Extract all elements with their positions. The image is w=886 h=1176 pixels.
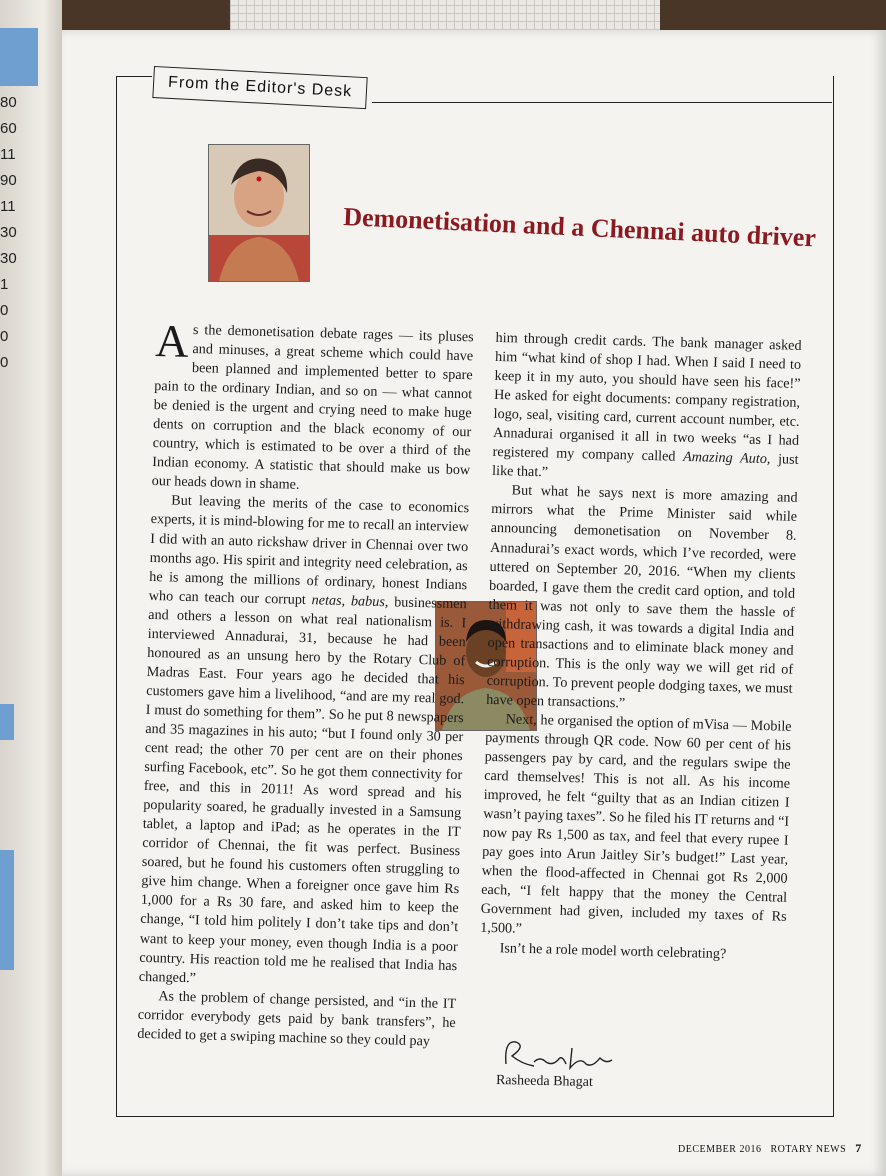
blue-tab [0,850,14,970]
editor-photo [208,144,310,282]
margin-number: 0 [0,354,9,371]
author-signature [500,1034,620,1074]
margin-number: 60 [0,120,17,137]
author-name: Rasheeda Bhagat [495,1072,593,1091]
margin-number: 90 [0,172,17,189]
paragraph: Isn’t he a role model worth celebrating? [499,939,727,962]
page-footer [678,1141,862,1156]
paragraph: But leaving the merits of the case to economics experts, it is mind-blowing for me to recall an interview I did with an auto rickshaw driver in Chennai over two months ago. His spirit and integrity need celebration, as he is among the millions of ordinary, honest Indians who can teach our corrupt netas, babus, businessmen and others a lesson on what real nationalism is. I interviewed Annadurai, 31, because he had been honoured as an unsung hero by the Rotary Club of Madras East. Four years ago he decided that his customers gave him a livelihood, “and are my real god. I must do something for them”. So he put 8 newspapers and 35 magazines in his auto; “but I found only 30 per cent read; the other 70 per cent are on their phones surfing Facebook, etc”. So he got them connectivity for free, and this in 2011! As word spread and his popularity soared, he gradually invested in a Samsung tablet, a laptop and iPad; as he operates in the IT corridor of Chennai, the fit was perfect. Business soared, but he found his customers often struggling to give him change. When a foreigner once gave him Rs 1,000 for a Rs 30 fare, and asked him to keep the change, “I told him politely I don’t take tips and don’t want to keep your money, even though India is a poor country. His reaction told me he realised that India has changed.” [138,492,470,986]
paragraph: Next, he organised the option of mVisa — Mobile payments through QR code. Now 60 per cent of his passengers pay by card, and the regulars swipe the card themselves! This is not all. As his income improved, he felt “guilty that as an Indian citizen I wasn’t paying taxes”. So he filed his IT returns and “I now pay Rs 1,500 as tax, and feel that every rupee I pay goes into Arun Jaitley Sir’s budget!” Last year, when the flood-affected in Chennai got Rs 2,000 each, “I felt happy that the money the Central Government had given, included my taxes of Rs 1,500.” [479,711,792,938]
margin-number: 0 [0,328,9,345]
paragraph: As the problem of change persisted, and “in the IT corridor everybody gets paid by bank transfers”, he decided to get a swiping machine so they could pay [137,987,457,1050]
section-tab: From the Editor's Desk [152,66,368,109]
margin-number: 30 [0,224,17,241]
drop-cap: A [154,315,190,367]
margin-number: 11 [0,146,16,163]
frame-rule [116,76,152,77]
margin-number: 80 [0,94,17,111]
paragraph: But what he says next is more amazing and mirrors what the Prime Minister said while announcing demonetisation on November 8. Annadurai’s exact words, which I’ve recorded, were uttered on September 20, 2016. “When my clients boarded, I gave them the credit card option, and told them it was not only to save them the hassle of withdrawing cash, it was towards a digital India and open transactions and to eliminate black money and corruption. This is the only way we will get rid of corruption. To prevent people dodging taxes, we must have open transactions.” [485,482,798,712]
blue-tab [0,704,14,740]
paragraph: him through credit cards. The bank manager asked him “what kind of shop I had. When I said I need to keep it in my auto, you should have seen his face!” He asked for eight documents: company registration, logo, seal, visiting card, current account number, etc. Annadurai organised it all in two weeks “as I had registered my company called Amazing Auto, just like that.” [491,329,802,481]
margin-number: 30 [0,250,17,267]
blue-tab [0,28,38,86]
article-column-2 [479,329,801,965]
paragraph: As the demonetisation debate rages — its pluses and minuses, a great scheme which could have been planned and implemented better to spare pain to the ordinary Indian, and so on — what cannot be denied is the urgent and crying need to make huge dents on corruption and the black economy of our country, which is estimated to be over a third of the Indian economy. A statistic that should make us bow our heads down in shame. [151,315,474,494]
footer-magazine: ROTARY NEWS [770,1144,847,1155]
margin-number: 11 [0,198,16,215]
margin-number: 0 [0,302,9,319]
footer-month: DECEMBER 2016 [678,1144,762,1155]
frame-rule [372,102,832,103]
article-column-1 [137,315,474,1052]
magazine-page [62,30,886,1176]
article-headline: Demonetisation and a Chennai auto driver [342,202,817,253]
page-number: 7 [855,1141,862,1155]
adjacent-page [0,0,62,1176]
margin-number: 1 [0,276,9,293]
